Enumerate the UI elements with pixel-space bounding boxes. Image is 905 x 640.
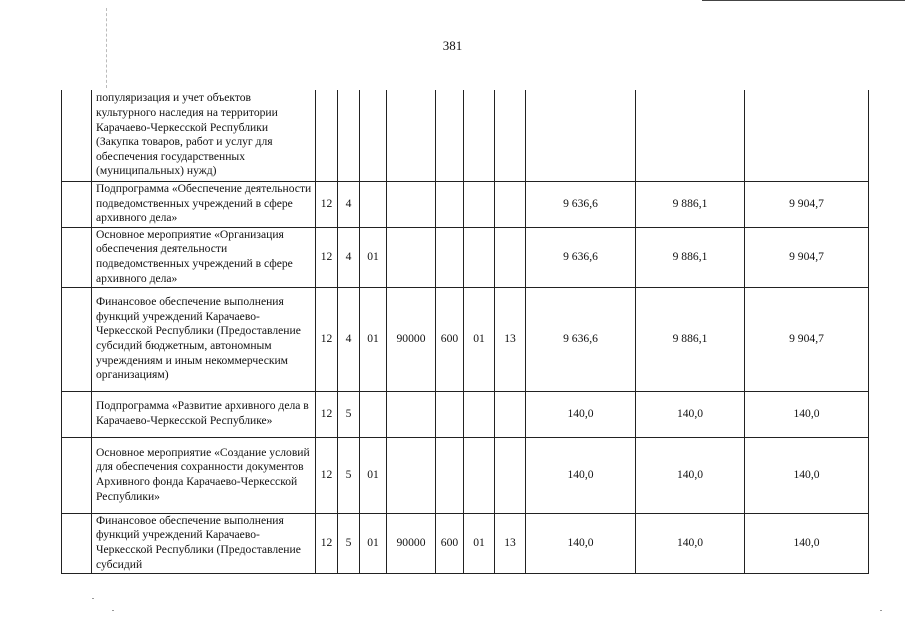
row-number-cell	[62, 181, 92, 227]
code-cell-subprogram-code: 13	[495, 287, 526, 391]
amount-cell-y2021: 140,0	[745, 391, 869, 437]
code-cell-target-code: 90000	[387, 513, 436, 573]
code-cell-program-code	[464, 181, 495, 227]
code-cell-program-code	[464, 90, 495, 181]
code-cell-subsection	[338, 90, 360, 181]
code-cell-section: 12	[316, 227, 338, 287]
table-row	[62, 391, 869, 437]
row-number-cell	[62, 391, 92, 437]
amount-cell-y2020: 140,0	[636, 437, 745, 513]
table-row	[62, 227, 869, 287]
amount-cell-y2021	[745, 90, 869, 181]
code-cell-subsection: 4	[338, 287, 360, 391]
amount-cell-y2020	[636, 90, 745, 181]
code-cell-event	[360, 391, 387, 437]
amount-cell-y2019: 9 636,6	[526, 287, 636, 391]
scan-speck	[92, 598, 94, 599]
row-name-cell: Основное мероприятие «Организация обеспечения деятельности подведомственных учреждений в сфере архивного дела»	[92, 227, 316, 287]
code-cell-program-code	[464, 437, 495, 513]
amount-cell-y2019: 140,0	[526, 437, 636, 513]
code-cell-expense-type	[436, 227, 464, 287]
code-cell-subsection: 4	[338, 181, 360, 227]
code-cell-section: 12	[316, 287, 338, 391]
amount-cell-y2019: 9 636,6	[526, 227, 636, 287]
code-cell-subprogram-code: 13	[495, 513, 526, 573]
code-cell-section: 12	[316, 391, 338, 437]
amount-cell-y2021: 140,0	[745, 513, 869, 573]
code-cell-event: 01	[360, 513, 387, 573]
code-cell-subsection: 4	[338, 227, 360, 287]
amount-cell-y2019: 140,0	[526, 513, 636, 573]
code-cell-subprogram-code	[495, 227, 526, 287]
row-name-cell: Подпрограмма «Обеспечение деятельности подведомственных учреждений в сфере архивного дела»	[92, 181, 316, 227]
row-name-cell: Подпрограмма «Развитие архивного дела в Карачаево-Черкесской Республике»	[92, 391, 316, 437]
table-row	[62, 437, 869, 513]
amount-cell-y2019: 9 636,6	[526, 181, 636, 227]
code-cell-event: 01	[360, 437, 387, 513]
code-cell-section: 12	[316, 181, 338, 227]
row-number-cell	[62, 513, 92, 573]
code-cell-section: 12	[316, 437, 338, 513]
code-cell-expense-type	[436, 391, 464, 437]
code-cell-event: 01	[360, 287, 387, 391]
code-cell-target-code	[387, 90, 436, 181]
code-cell-subsection: 5	[338, 437, 360, 513]
amount-cell-y2020: 9 886,1	[636, 287, 745, 391]
table-row	[62, 181, 869, 227]
code-cell-expense-type	[436, 437, 464, 513]
code-cell-program-code	[464, 227, 495, 287]
row-number-cell	[62, 90, 92, 181]
code-cell-target-code	[387, 391, 436, 437]
amount-cell-y2020: 140,0	[636, 513, 745, 573]
amount-cell-y2020: 140,0	[636, 391, 745, 437]
budget-table	[61, 90, 869, 574]
amount-cell-y2021: 9 904,7	[745, 227, 869, 287]
code-cell-subsection: 5	[338, 513, 360, 573]
code-cell-target-code	[387, 437, 436, 513]
amount-cell-y2020: 9 886,1	[636, 181, 745, 227]
code-cell-subsection: 5	[338, 391, 360, 437]
row-number-cell	[62, 287, 92, 391]
amount-cell-y2019	[526, 90, 636, 181]
amount-cell-y2021: 140,0	[745, 437, 869, 513]
code-cell-event: 01	[360, 227, 387, 287]
row-number-cell	[62, 437, 92, 513]
amount-cell-y2020: 9 886,1	[636, 227, 745, 287]
table-row	[62, 287, 869, 391]
code-cell-target-code: 90000	[387, 287, 436, 391]
code-cell-program-code	[464, 391, 495, 437]
code-cell-event	[360, 90, 387, 181]
code-cell-expense-type	[436, 181, 464, 227]
code-cell-program-code: 01	[464, 513, 495, 573]
table-row	[62, 513, 869, 573]
amount-cell-y2021: 9 904,7	[745, 181, 869, 227]
scan-speck	[880, 610, 882, 611]
code-cell-target-code	[387, 181, 436, 227]
row-name-cell: Основное мероприятие «Создание условий для обеспечения сохранности документов Архивного фонда Карачаево-Черкесской Республики»	[92, 437, 316, 513]
top-edge-rule	[702, 0, 905, 1]
code-cell-subprogram-code	[495, 181, 526, 227]
row-name-cell: Финансовое обеспечение выполнения функций учреждений Карачаево-Черкесской Республики (Предоставление субсидий	[92, 513, 316, 573]
table-body	[62, 90, 869, 573]
code-cell-subprogram-code	[495, 437, 526, 513]
code-cell-expense-type: 600	[436, 287, 464, 391]
amount-cell-y2021: 9 904,7	[745, 287, 869, 391]
code-cell-section: 12	[316, 513, 338, 573]
table-row	[62, 90, 869, 181]
page-number: 381	[442, 38, 463, 53]
row-name-cell: Финансовое обеспечение выполнения функций учреждений Карачаево-Черкесской Республики (Предоставление субсидий бюджетным, автономным учреждениям и иным некоммерческим организациям)	[92, 287, 316, 391]
code-cell-event	[360, 181, 387, 227]
row-number-cell	[62, 227, 92, 287]
code-cell-program-code: 01	[464, 287, 495, 391]
code-cell-subprogram-code	[495, 391, 526, 437]
scan-speck	[112, 610, 114, 611]
amount-cell-y2019: 140,0	[526, 391, 636, 437]
code-cell-expense-type: 600	[436, 513, 464, 573]
code-cell-expense-type	[436, 90, 464, 181]
code-cell-section	[316, 90, 338, 181]
code-cell-subprogram-code	[495, 90, 526, 181]
code-cell-target-code	[387, 227, 436, 287]
row-name-cell: популяризация и учет объектов культурного наследия на территории Карачаево-Черкесской Республики (Закупка товаров, работ и услуг для обеспечения государственных (муниципальных) нужд)	[92, 90, 316, 181]
